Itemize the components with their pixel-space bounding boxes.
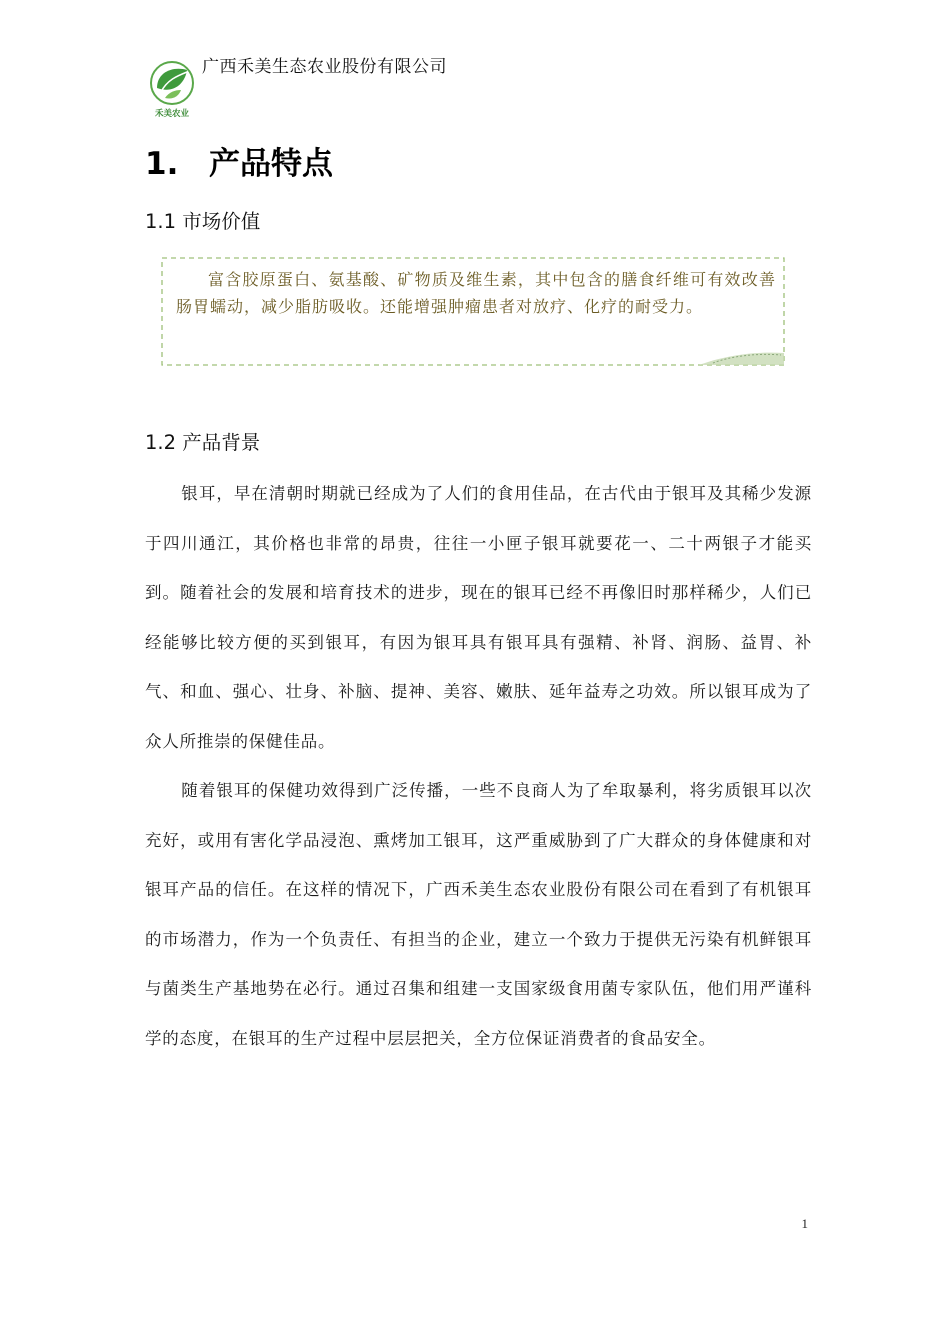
page-header <box>147 50 807 122</box>
company-logo <box>147 58 197 120</box>
section-title: 产品特点 <box>209 146 333 182</box>
paragraph-company: 随着银耳的保健功效得到广泛传播，一些不良商人为了牟取暴利，将劣质银耳以次充好，或用有害化学品浸泡、熏烤加工银耳，这严重威胁到了广大群众的身体健康和对银耳产品的信任。在这样的情况下，广西禾美生态农业股份有限公司在看到了有机银耳的市场潜力，作为一个负责任、有担当的企业，建立一个致力于提供无污染有机鲜银耳与菌类生产基地势在必行。通过召集和组建一支国家级食用菌专家队伍，他们用严谨科学的态度，在银耳的生产过程中层层把关，全方位保证消费者的食品安全。 <box>145 781 812 1048</box>
callout-box <box>161 257 785 366</box>
callout-text: 富含胶原蛋白、氨基酸、矿物质及维生素，其中包含的膳食纤维可有效改善肠胃蠕动，减少脂肪吸收。还能增强肿瘤患者对放疗、化疗的耐受力。 <box>176 270 776 316</box>
section-heading <box>145 138 333 183</box>
page-number: 1 <box>801 1216 808 1231</box>
paragraph-history: 银耳，早在清朝时期就已经成为了人们的食用佳品，在古代由于银耳及其稀少发源于四川通江，其价格也非常的昂贵，往往一小匣子银耳就要花一、二十两银子才能买到。随着社会的发展和培育技术的进步，现在的银耳已经不再像旧时那样稀少，人们已经能够比较方便的买到银耳，有因为银耳具有银耳具有强精、补肾、润肠、益胃、补气、和血、强心、壮身、补脑、提神、美容、嫩肤、延年益寿之功效。所以银耳成为了众人所推崇的保健佳品。 <box>145 484 812 751</box>
company-name: 广西禾美生态农业股份有限公司 <box>202 57 447 77</box>
subsection-title-market-value: 1.1 市场价值 <box>145 210 261 233</box>
section-number: 1. <box>145 146 179 182</box>
subsection-title-product-background: 1.2 产品背景 <box>145 431 261 454</box>
logo-text: 禾美农业 <box>154 109 190 119</box>
